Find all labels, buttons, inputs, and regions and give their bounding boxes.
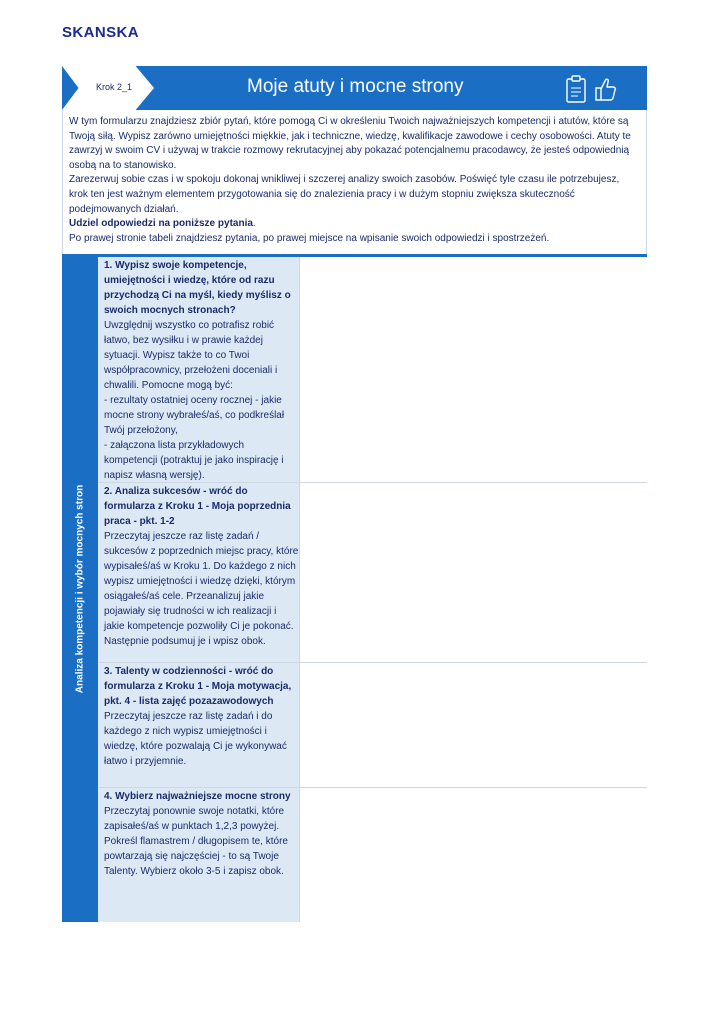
intro-paragraph-2: Zarezerwuj sobie czas i w spokoju dokonaj wnikliwej i szczerej analizy swoich zasobów. Poświęć tyle czasu ile potrzebujesz, krok ten jest ważnym elementem przygotowania się do znalezienia pracy i w dużym stopniu zwiększa skuteczność podejmowanych działań. <box>69 174 620 215</box>
clipboard-icon <box>565 74 587 104</box>
intro-paragraph-1: W tym formularzu znajdziesz zbiór pytań, które pomogą Ci w określeniu Twoich najważniejszych kompetencji i atutów, które są Twoją siłą. Wypisz zarówno umiejętności miękkie, jak i techniczne, wiedzę, kwalifikacje zawodowe i cechy osobowości. Atuty te zawrzyj w swoim CV i używaj w trakcie rozmowy rekrutacyjnej aby pokazać potencjalnemu pracodawcy, że jesteś odpowiednią osobą na to stanowisko. <box>69 116 631 171</box>
page-title: Moje atuty i mocne strony <box>247 76 464 97</box>
question-cell-2 <box>98 483 299 649</box>
question-body-2: Przeczytaj jeszcze raz listę zadań / sukcesów z poprzednich miejsc pracy, które wypisałeś/aś w Kroku 1. Do każdego z nich wypisz umiejętności i wiedzę dzięki, którym osiągałeś/aś cele. Przeanalizuj jakie pojawiały się trudności w ich realizacji i jakie kompetencje pozwoliły Ci je pokonać. Następnie podsumuj je i wpisz obok. <box>104 531 299 647</box>
question-body-3: Przeczytaj jeszcze raz listę zadań i do każdego z nich wypisz umiejętności i wiedzę, które pozwalają Ci je wykonywać łatwo i przyjemnie. <box>104 711 287 767</box>
form-header <box>62 66 647 110</box>
answer-field-1[interactable] <box>299 257 647 482</box>
question-title-4: 4. Wybierz najważniejsze mocne strony <box>104 791 291 802</box>
intro-instruction-dot: . <box>252 218 256 230</box>
questions-table <box>62 257 647 922</box>
intro-instruction <box>69 217 640 232</box>
question-cell-4 <box>98 788 299 879</box>
side-header <box>62 257 98 922</box>
question-row-3 <box>98 662 647 787</box>
intro-instruction-bold: Udziel odpowiedzi na poniższe pytania <box>69 218 253 230</box>
answer-field-4[interactable] <box>299 788 647 922</box>
question-title-2: 2. Analiza sukcesów - wróć do formularza z Kroku 1 - Moja poprzednia praca - pkt. 1-2 <box>104 486 291 527</box>
thumbs-up-icon <box>593 75 617 103</box>
step-label: Krok 2_1 <box>96 82 133 92</box>
question-body-4: Przeczytaj ponownie swoje notatki, które zapisałeś/aś w punktach 1,2,3 powyżej. Pokreśl flamastrem / długopisem te, które powtarzają się najczęściej - to są Twoje Talenty. Wybierz około 3-5 i zapisz obok. <box>104 806 288 877</box>
question-body-1: Uwzględnij wszystko co potrafisz robić łatwo, bez wysiłku i w prawie każdej sytuacji. Wypisz także to co Twoi współpracownicy, przełożeni doceniali i chwalili. Pomocne mogą być: - rezultaty ostatniej oceny rocznej - jakie mocne strony wybrałeś/aś, co podkreślał Twój przełożony, - załączona lista przykładowych kompetencji (potraktuj je jako inspirację i napisz własną wersję). <box>104 320 285 481</box>
question-cell-3 <box>98 663 299 769</box>
skanska-logo: SKANSKA <box>62 24 139 41</box>
answer-field-3[interactable] <box>299 663 647 787</box>
side-header-label: Analiza kompetencji i wybór mocnych stron <box>74 484 86 694</box>
question-row-4 <box>98 787 647 922</box>
answer-field-2[interactable] <box>299 483 647 662</box>
header-icons <box>565 74 617 104</box>
intro-text <box>62 110 647 255</box>
question-title-3: 3. Talenty w codzienności - wróć do formularza z Kroku 1 - Moja motywacja, pkt. 4 - lista zajęć pozazawodowych <box>104 666 292 707</box>
question-cell-1 <box>98 257 299 483</box>
intro-paragraph-4: Po prawej stronie tabeli znajdziesz pytania, po prawej miejsce na wpisanie swoich odpowiedzi i spostrzeżeń. <box>69 232 550 244</box>
question-row-2 <box>98 482 647 662</box>
question-row-1 <box>98 257 647 482</box>
question-title-1: 1. Wypisz swoje kompetencje, umiejętności i wiedzę, które od razu przychodzą Ci na myśl, kiedy myślisz o swoich mocnych stronach? <box>104 260 291 316</box>
